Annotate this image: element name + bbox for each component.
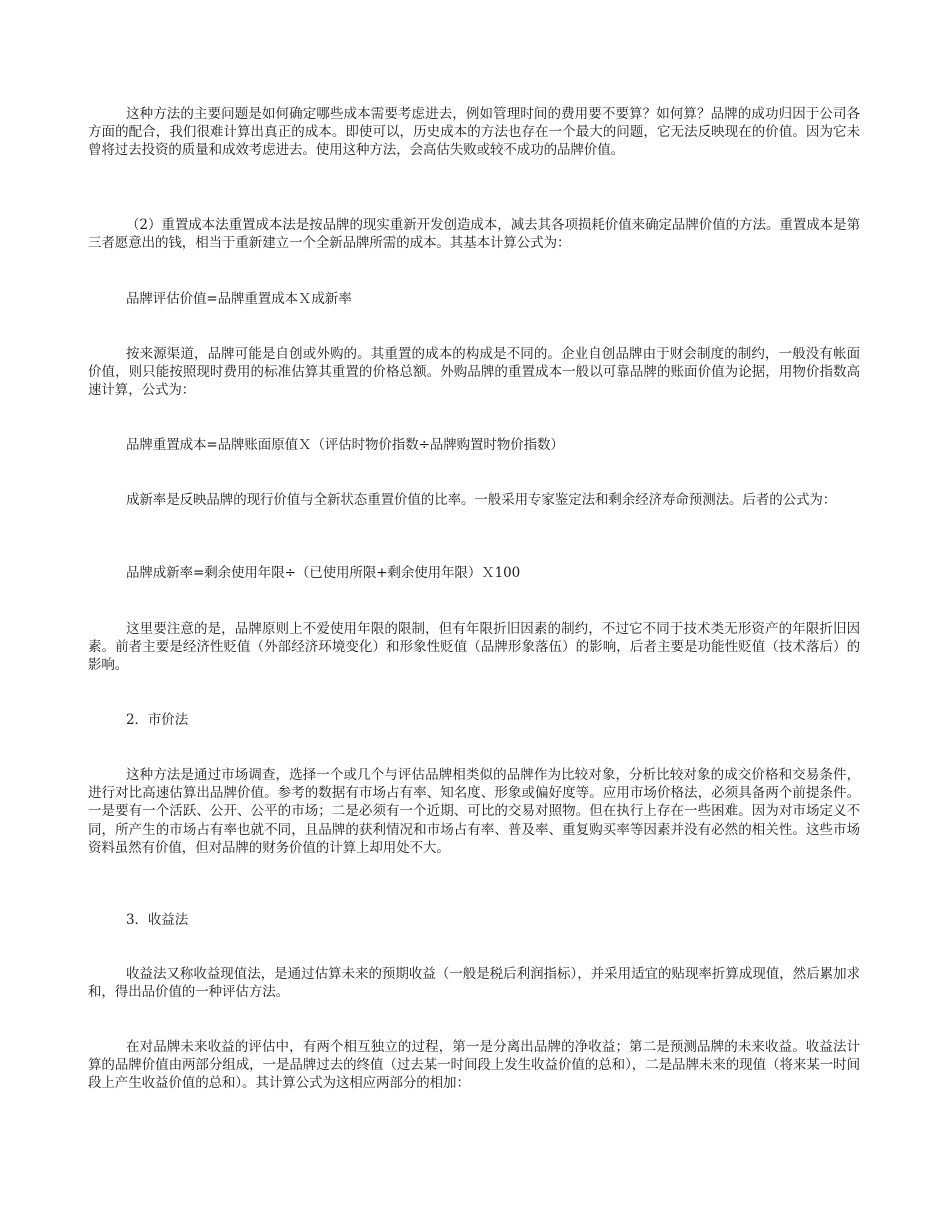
paragraph-replacement-cost-method: （2）重置成本法重置成本法是按品牌的现实重新开发创造成本，减去其各项损耗价值来确定品牌价值的方法。重置成本是第三者愿意出的钱，相当于重新建立一个全新品牌所需的成本。其基本计算公式为： xyxy=(88,217,860,252)
formula-replacement-cost: 品牌重置成本=品牌账面原值Ｘ（评估时物价指数÷品牌购置时物价指数） xyxy=(126,437,564,453)
section-heading-income-method: 3．收益法 xyxy=(126,912,189,928)
paragraph-income-evaluation: 在对品牌未来收益的评估中，有两个相互独立的过程，第一是分离出品牌的净收益；第二是预测品牌的未来收益。收益法计算的品牌价值由两部分组成，一是品牌过去的终值（过去某一时间段上发生收益价值的总和），二是品牌未来的现值（将来某一时间段上产生收益价值的总和）。其计算公式为这相应两部分的相加： xyxy=(88,1039,860,1092)
paragraph-source-channels: 按来源渠道，品牌可能是自创或外购的。其重置的成本的构成是不同的。企业自创品牌由于财会制度的制约，一般没有帐面价值，则只能按照现时费用的标准估算其重置的价格总额。外购品牌的重置成本一般以可靠品牌的账面价值为论据，用物价指数高速计算，公式为： xyxy=(88,346,860,399)
paragraph-cost-method-problems: 这种方法的主要问题是如何确定哪些成本需要考虑进去，例如管理时间的费用要不要算？如何算？品牌的成功归因于公司各方面的配合，我们很难计算出真正的成本。即使可以，历史成本的方法也存在一个最大的问题，它无法反映现在的价值。因为它未曾将过去投资的质量和成效考虑进去。使用这种方法，会高估失败或较不成功的品牌价值。 xyxy=(88,106,860,159)
paragraph-market-price-method: 这种方法是通过市场调查，选择一个或几个与评估品牌相类似的品牌作为比较对象，分析比较对象的成交价格和交易条件，进行对比高速估算出品牌价值。参考的数据有市场占有率、知名度、形象或偏好度等。应用市场价格法，必须具备两个前提条件。一是要有一个活跃、公开、公平的市场；二是必须有一个近期、可比的交易对照物。但在执行上存在一些困难。因为对市场定义不同，所产生的市场占有率也就不同，且品牌的获利情况和市场占有率、普及率、重复购买率等因素并没有必然的相关性。这些市场资料虽然有价值，但对品牌的财务价值的计算上却用处不大。 xyxy=(88,767,860,856)
paragraph-depreciation-note: 这里要注意的是，品牌原则上不爱使用年限的限制，但有年限折旧因素的制约，不过它不同于技术类无形资产的年限折旧因素。前者主要是经济性贬值（外部经济环境变化）和形象性贬值（品牌形象落伍）的影响，后者主要是功能性贬值（技术落后）的影响。 xyxy=(88,621,860,674)
section-heading-market-price: 2．市价法 xyxy=(126,712,189,728)
paragraph-income-method-definition: 收益法又称收益现值法，是通过估算未来的预期收益（一般是税后利润指标），并采用适宜的贴现率折算成现值，然后累加求和，得出品价值的一种评估方法。 xyxy=(88,966,860,1001)
formula-newness-rate: 品牌成新率=剩余使用年限÷（已使用所限+剩余使用年限）Ｘ100 xyxy=(126,565,521,581)
formula-brand-valuation: 品牌评估价值=品牌重置成本Ｘ成新率 xyxy=(126,291,352,307)
paragraph-newness-rate: 成新率是反映品牌的现行价值与全新状态重置价值的比率。一般采用专家鉴定法和剩余经济寿命预测法。后者的公式为： xyxy=(126,492,837,508)
